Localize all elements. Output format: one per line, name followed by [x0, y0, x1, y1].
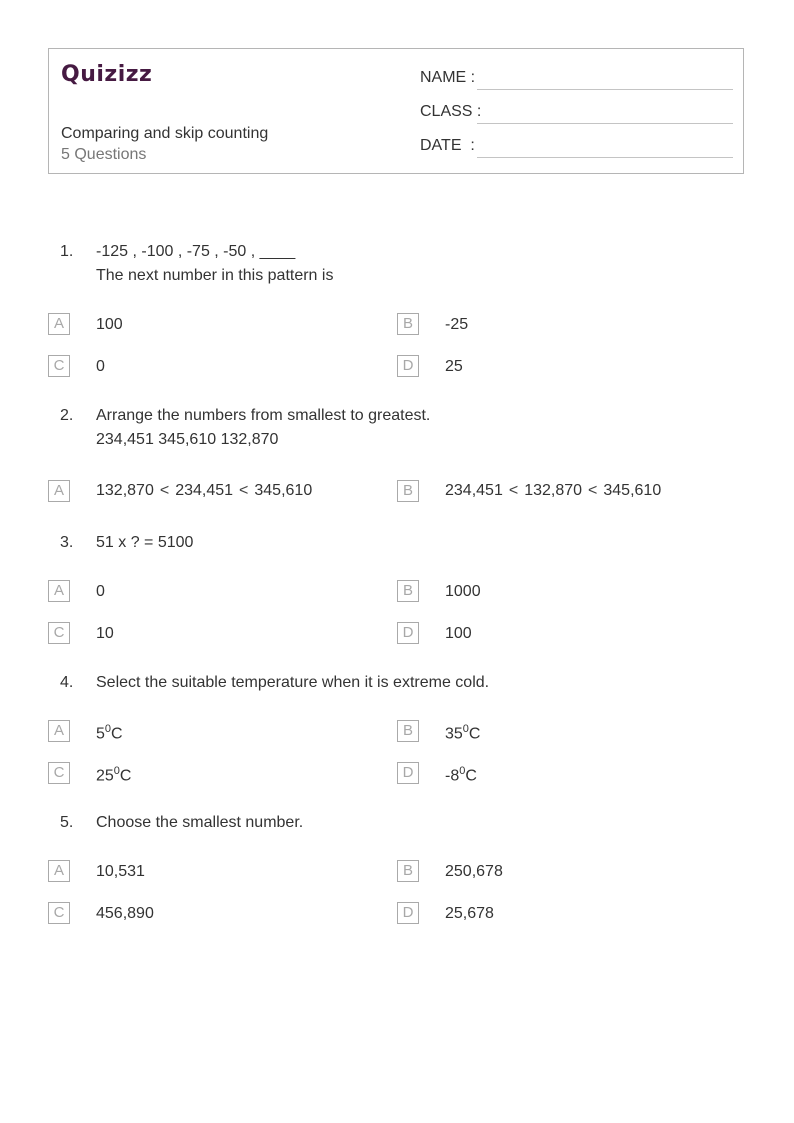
temperature-value: 5 [96, 725, 105, 743]
name-label: NAME : [420, 69, 476, 86]
option-text[interactable]: 25 [445, 358, 463, 375]
class-label: CLASS : [420, 103, 482, 120]
question-line: Arrange the numbers from smallest to greatest. [96, 407, 431, 424]
temperature-value: 35 [445, 725, 463, 743]
question-line: Choose the smallest number. [96, 814, 304, 831]
option-text[interactable]: 100 [445, 625, 472, 642]
worksheet-header [48, 48, 744, 174]
name-line[interactable] [477, 89, 733, 90]
temperature-unit: C [111, 725, 123, 743]
question-line: 51 x ? = 5100 [96, 534, 194, 551]
less-than-sign: < [588, 482, 598, 499]
option-letter[interactable]: B [397, 720, 419, 742]
degree-mark: 0 [459, 765, 466, 777]
option-text[interactable]: -25 [445, 316, 469, 333]
option-letter[interactable]: A [48, 720, 70, 742]
question-count: 5 Questions [61, 146, 147, 163]
question-line: 234,451 345,610 132,870 [96, 431, 279, 448]
number-value: 345,610 [603, 482, 662, 499]
option-letter[interactable]: A [48, 313, 70, 335]
question-number: 3. [60, 534, 74, 551]
less-than-sign: < [159, 482, 170, 499]
question-text [96, 671, 489, 695]
temperature-unit: C [468, 725, 481, 743]
question-number: 2. [60, 407, 74, 424]
option-letter[interactable]: D [397, 622, 419, 644]
option-text[interactable]: 10 [96, 625, 114, 642]
question-line: Select the suitable temperature when it is extreme cold. [96, 674, 490, 691]
number-value: 234,451 [445, 482, 503, 499]
degree-mark: 0 [113, 765, 120, 777]
date-line[interactable] [477, 157, 733, 158]
option-text[interactable]: 250,678 [445, 863, 503, 880]
option-letter[interactable]: A [48, 860, 70, 882]
option-letter[interactable]: A [48, 480, 70, 502]
option-letter[interactable]: C [48, 762, 70, 784]
degree-mark: 0 [462, 723, 469, 735]
option-text[interactable] [96, 765, 131, 785]
temperature-value: -8 [445, 767, 460, 785]
degree-mark: 0 [104, 723, 112, 735]
option-text[interactable] [96, 482, 312, 500]
question-number: 4. [60, 674, 74, 691]
option-text[interactable]: 456,890 [96, 905, 154, 922]
option-letter[interactable]: B [397, 313, 419, 335]
number-value: 132,870 [524, 482, 583, 499]
option-letter[interactable]: C [48, 355, 70, 377]
option-letter[interactable]: B [397, 580, 419, 602]
question-line: The next number in this pattern is [96, 267, 334, 284]
quizizz-logo-icon [61, 59, 153, 87]
temperature-unit: C [465, 767, 477, 785]
date-label: DATE : [420, 137, 475, 154]
option-letter[interactable]: D [397, 902, 419, 924]
option-text[interactable]: 0 [96, 358, 105, 375]
option-letter[interactable]: D [397, 355, 419, 377]
option-text[interactable] [445, 482, 661, 500]
question-line: -125 , -100 , -75 , -50 , ____ [96, 243, 296, 260]
question-number: 1. [60, 243, 74, 260]
number-value: 132,870 [96, 482, 154, 499]
worksheet-title: Comparing and skip counting [61, 125, 269, 142]
temperature-unit: C [119, 767, 132, 785]
question-text [96, 531, 193, 555]
option-letter[interactable]: D [397, 762, 419, 784]
temperature-value: 25 [96, 767, 114, 785]
question-text [96, 240, 333, 288]
option-text[interactable] [96, 723, 123, 743]
option-letter[interactable]: B [397, 480, 419, 502]
option-text[interactable] [445, 723, 480, 743]
less-than-sign: < [239, 482, 249, 499]
question-text [96, 811, 303, 835]
option-letter[interactable]: B [397, 860, 419, 882]
brand-logo [61, 59, 153, 93]
option-letter[interactable]: C [48, 622, 70, 644]
number-value: 345,610 [254, 482, 313, 499]
option-letter[interactable]: C [48, 902, 70, 924]
option-text[interactable]: 1000 [445, 583, 481, 600]
option-letter[interactable]: A [48, 580, 70, 602]
option-text[interactable] [445, 765, 477, 785]
class-line[interactable] [477, 123, 733, 124]
svg-text:Quizizz: Quizizz [61, 62, 153, 87]
option-text[interactable]: 10,531 [96, 863, 145, 880]
option-text[interactable]: 0 [96, 583, 105, 600]
less-than-sign: < [508, 482, 519, 499]
option-text[interactable]: 100 [96, 316, 123, 333]
number-value: 234,451 [175, 482, 234, 499]
question-number: 5. [60, 814, 74, 831]
question-text [96, 404, 430, 452]
option-text[interactable]: 25,678 [445, 905, 494, 922]
